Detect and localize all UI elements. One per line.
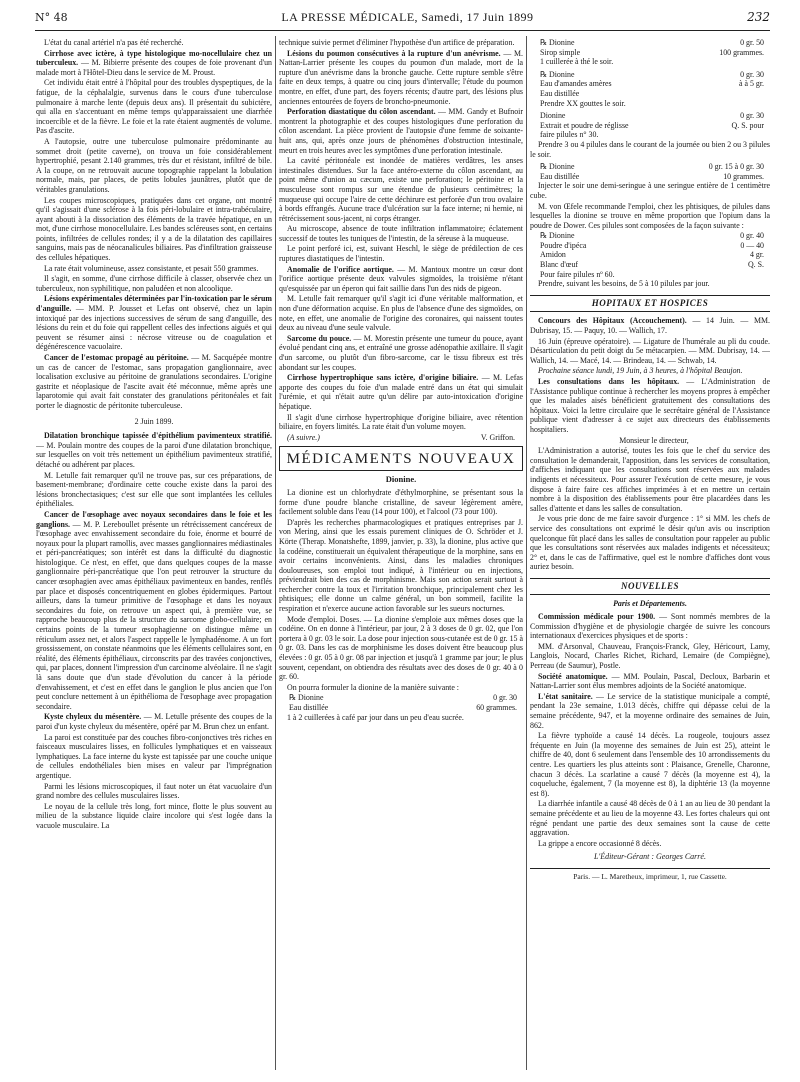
paragraph: Sarcome du pouce. — M. Morestin présente une tumeur du pouce, ayant évolué pendant cinq ans, et entraîné une grosse adénopathie axillaire. Il s'agit d'un sarcome, ou plutôt d'un fibro-sarcome, car le tissu fibreux est très abondant sur les coupes. bbox=[279, 333, 523, 372]
section-title-box: MÉDICAMENTS NOUVEAUX bbox=[279, 446, 523, 471]
item-title: Les consultations dans les hôpitaux. bbox=[538, 377, 680, 386]
paragraph: L'Administration a autorisé, toutes les fois que le chef du service des consultation le demanderait, l'apposition, dans les services de consultation, d'affiches indiquant que les consultations sont réservées aux malades indigents et nécessiteux. Pour assurer l'exécution de cette mesure, je vous dispose à faire faire ces affiches imprimées à et en mettre un certain nombre à la disposition des établissements pour être placardées dans les salles d'attente et dans les salles de consultation. bbox=[530, 446, 770, 513]
paragraph: Perforation diastatique du côlon ascendant. — MM. Gandy et Bufnoir montrent la photographie et des coupes histologiques d'une perforation du côlon ascendant. La pièce provient de l'autopsie d'une femme de soixante-huit ans, qui, après onze jours de phénomènes d'obstruction intestinale, meurt en trois heures avec les symptômes d'une perforation intestinale. bbox=[279, 107, 523, 155]
paragraph: Les coupes microscopiques, pratiquées dans cet organe, ont montré qu'il s'agissait d'une sclérose à la fois péri-lobulaire et intra-trabéculaire, ayant abouti à la dissociation des éléments de la travée hépatique, en un mot, d'une cirrhose monocellulaire. Les bandes scléreuses sont, en certains points, infiltrées de cellules rondes; il y a de la dilatation des capillaires sanguins, mais pas de néocanalicules biliaires. Pas d'infiltration graisseuse des cellules hépatiques. bbox=[36, 195, 272, 263]
editor-line: L'Éditeur-Gérant : Georges Carré. bbox=[594, 852, 706, 862]
item-title: Cirrhose hypertrophique sans ictère, d'origine biliaire. bbox=[287, 373, 479, 383]
formula: ℞ Dionine 0 gr. 15 à 0 gr. 30 Eau distillée 10 grammes. bbox=[540, 162, 764, 181]
issue-number: N° 48 bbox=[35, 10, 68, 24]
session-date: 2 Juin 1899. bbox=[134, 416, 174, 426]
item-title: Concours des Hôpitaux (Accouchement). bbox=[538, 316, 687, 326]
item-title: Commission médicale pour 1900. bbox=[538, 612, 656, 622]
formula: ℞ Dionine 0 gr. 40 Poudre d'ipéca 0 — 40 Amidon 4 gr. Blanc d'œuf Q. S. Pour faire pilules nº 60. bbox=[540, 231, 764, 279]
masthead-title: LA PRESSE MÉDICALE, Samedi, 17 Juin 1899 bbox=[281, 9, 534, 24]
paragraph: Il s'agit, en somme, d'une cirrhose difficile à classer, observée chez un tuberculeux, non syphilitique, non paludéen et non alcoolique. bbox=[36, 274, 272, 293]
item-title: Dilatation bronchique tapissée d'épithélium pavimenteux stratifié. bbox=[44, 431, 272, 441]
formula: ℞ Dionine 0 gr. 50 Sirop simple 100 grammes. 1 cuillerée à thé le soir. bbox=[540, 38, 764, 67]
paragraph: Prendre 3 ou 4 pilules dans le courant de la journée ou bien 2 ou 3 pilules le soir. bbox=[530, 139, 770, 159]
paragraph: Cancer de l'œsophage avec noyaux secondaires dans le foie et les ganglions. — M. P. Lereboullet présente un rétrécissement cancéreux de l'œsophage avec envahissement secondaire du foie, énorme et bourré de noyaux pour la plupart ramollis, avec masses ganglionnaires médiastinales et péri-pancréatiques; son intérêt est dans la difficulté du diagnostic histologique. Ce n'est, en effet, que dans quelques coupes de la masse ganglionnaire péri-pancréatique que l'on peut retrouver la structure du cancer œsophagien avec amas épithéliaux pavimenteux en bandes, renflés par place et disposés concentriquement en globes épidermiques. Partout ailleurs, dans la tumeur primitive de l'œsophage et dans les noyaux secondaires du foie, on retrouve un aspect qui, à première vue, se rapproche beaucoup plus de la structure du sarcome globo-cellulaire; en certains points de la tumeur œsophagienne on distingue même un réticulum assez net, et alors l'aspect rappelle le lymphadénome. A un fort grossissement, on constate néanmoins que les éléments cellulaires sont, en réalité, des éléments épithéliaux, circonscrits par des travées conjonctives, qui, par places, donnent l'impression d'un carcinome alvéolaire. Il ne s'agit là sans doute que d'un stade d'évolution du cancer à la période d'envahissement, et c'est en effet dans le ganglion le plus ancien que l'on peut conclure nettement à un épithélioma de l'œsophage avec propagation secondaire. bbox=[36, 509, 272, 711]
paragraph: 1 à 2 cuillerées à café par jour dans un peu d'eau sucrée. bbox=[287, 712, 464, 722]
paragraph: Monsieur le directeur, bbox=[619, 435, 689, 445]
paragraph: Injecter le soir une demi-seringue à une seringue entière de 1 centimètre cube. bbox=[530, 181, 770, 200]
paragraph: L'état du canal artériel n'a pas été recherché. bbox=[44, 38, 184, 47]
paragraph: Cancer de l'estomac propagé au péritoine. — M. Sacquépée montre un cas de cancer de l'estomac, sans propagation ganglionnaire, avec localisation exclusive au péritoine de granulations secondaires. L'origine gastrite et néoplasique de l'ascite avait été méconnue, même après une laparotomie qui avait fait constater des granulations péritonéales et fait porter le diagnostic de péritonite tuberculeuse. bbox=[36, 353, 272, 410]
item-title: Kyste chyleux du mésentère. bbox=[44, 712, 142, 722]
paragraph: La paroi est constituée par des couches fibro-conjonctives très riches en faisceaux musculaires lisses, en follicules lymphatiques et en vaisseaux lymphatiques. La face interne du kyste est tapissée par une couche unique de cellules endothéliales bien mises en valeur par l'imprégnation argentique. bbox=[36, 732, 272, 780]
subsection-title: Paris et Départements. bbox=[613, 599, 687, 609]
paragraph: Les consultations dans les hôpitaux. — L'Administration de l'Assistance publique continue à rechercher les moyens propres à empêcher que les malades aisés bénéficient gratuitement des consultations des hôpitaux. Voici la lettre circulaire que le secrétaire général de l'Assistance publique vient d'adresser à ce sujet aux directeurs des établissements hospitaliers. bbox=[530, 377, 770, 434]
paragraph: Cet individu était entré à l'hôpital pour des troubles dyspeptiques, de la fatigue, de la céphalalgie, survenus dans le cours d'une tuberculose pulmonaire à marche lente (depuis deux ans). Il présentait du subictère, qui alla en s'accentuant en même temps qu'apparaissaient une diarrhée incoercible et de la fièvre. Le foie et la rate étaient augmentés de volume. Pas d'ascite. bbox=[36, 78, 272, 136]
paragraph: Au microscope, absence de toute infiltration inflammatoire; éclatement successif de toutes les tuniques de l'intestin, de la séreuse à la muqueuse. bbox=[279, 224, 523, 243]
item-title: Cancer de l'estomac propagé au péritoine. bbox=[44, 353, 189, 362]
header-rule bbox=[35, 30, 770, 31]
paragraph: Le point perforé ici, est, suivant Heschl, le siège de prédilection de ces ruptures diastatiques de l'intestin. bbox=[279, 244, 523, 264]
page-header bbox=[35, 6, 770, 28]
item-title: Sarcome du pouce. bbox=[287, 333, 352, 343]
item-title: Perforation diastatique du côlon ascendant. bbox=[287, 107, 436, 117]
item-title: Lésions du poumon consécutives à la rupture d'un anévrisme. bbox=[287, 48, 501, 58]
paragraph: Prochaine séance lundi, 19 Juin, à 3 heures, à l'hôpital Beaujon. bbox=[538, 366, 743, 376]
item-title: L'état sanitaire. bbox=[538, 691, 593, 701]
page-number: 232 bbox=[747, 10, 770, 24]
paragraph: Lésions expérimentales déterminées par l'in-toxication par le sérum d'anguille. — MM. P. Jousset et Lefas ont observé, chez un lapin intoxiqué par des injections successives de sérum de sang d'anguille, des lésions du rein et du foie qui rappellent celles des infections aiguës et qui peuvent se résumer ainsi : nécrose vitreuse ou de coagulation et dégénérescence vacuolaire. bbox=[36, 294, 272, 352]
paragraph: MM. d'Arsonval, Chauveau, François-Franck, Gley, Héricourt, Lamy, Langlois, Nocard, Charles Richet, Richard, Lemaire (de Compiègne), Perreau (de Saumur), Postle. bbox=[530, 641, 770, 671]
paragraph: D'après les recherches pharmacologiques et pratiques entreprises par J. von Mering, ainsi que les essais purement cliniques de O. Schröder et J. Körte (Therap. Monatshefte, 1899, janvier, p. 33), la dionine, plus active que la codéine, constituerait un équivalent thérapeutique de la morphine, sans en avoir certains inconvénients. Ainsi, dans les maladies chroniques douloureuses, son emploi tout indiqué, à l'intérieur ou en injections, préviendrait bien des cas de morphinisme. Mais son action serait surtout à rechercher contre la toux et l'irritation bronchique, principalement chez les phtisiques; elle donne un calme général, un bon sommeil, facilite la respiration et n'exerce aucune action favorable sur les sueurs nocturnes. bbox=[279, 517, 523, 614]
paragraph: La cavité péritonéale est inondée de matières verdâtres, les anses intestinales distendues. Sur la face antéro-externe du côlon ascendant, au point même d'union au cæcum, existe une perforation; le péritoine et la musculeuse sont rompus sur une étendue de plusieurs centimètres; la muqueuse qui occupe l'aire de cette déchirure est perforée d'un trou ovalaire à bords effrangés. Aucune trace d'ulcération sur la face interne; ni hernie, ni rétrécissement sous-jacent, ni corps étranger. bbox=[279, 156, 523, 223]
paragraph: Parmi les lésions microscopiques, il faut noter un état vacuolaire d'un grand nombre des cellules musculaires lisses. bbox=[36, 781, 272, 801]
item-title: Société anatomique. bbox=[538, 671, 608, 681]
formula: ℞ Dionine 0 gr. 30 Eau distillée 60 grammes. bbox=[289, 693, 517, 712]
to-be-continued: (A suivre.) bbox=[287, 432, 320, 442]
item-title: Cancer de l'œsophage avec noyaux secondaires dans le foie et les ganglions. bbox=[36, 509, 272, 529]
formula: Dionine 0 gr. 30 Extrait et poudre de réglisse Q. S. pour faire pilules n° 30. bbox=[540, 111, 764, 140]
paragraph: Le noyau de la cellule très long, fort mince, flotte le plus souvent au milieu de la substance liquide claire incolore qui s'est logée dans la vacuole musculaire. La bbox=[36, 801, 272, 830]
item-title: Anomalie de l'orifice aortique. bbox=[287, 264, 394, 274]
paragraph: La diarrhée infantile a causé 48 décès de 0 à 1 an au lieu de 30 pendant la semaine précédente et au lieu de la moyenne 43. Les fortes chaleurs qui ont régné pendant une partie des deux semaines sont la cause de cette aggravation. bbox=[530, 799, 770, 838]
paragraph: Concours des Hôpitaux (Accouchement). — 14 Juin. — MM. Dubrisay, 15. — Paquy, 10. — Wallich, 17. bbox=[530, 316, 770, 336]
section-heading: HOPITAUX ET HOSPICES bbox=[530, 295, 770, 313]
printer-line: Paris. — L. Maretheux, imprimeur, 1, rue Cassette. bbox=[530, 868, 770, 882]
paragraph: Dilatation bronchique tapissée d'épithélium pavimenteux stratifié. — M. Poulain montre des coupes de la paroi d'une dilatation bronchique, sur lesquelles on voit très nettement un épithélium pavimenteux stratifié, détaché ou adhérent par places. bbox=[36, 431, 272, 469]
paragraph: Il s'agit d'une cirrhose hypertrophique d'origine biliaire, avec rétention biliaire, en foyers limités. La rate était d'un volume moyen. bbox=[279, 412, 523, 432]
item-title: Lésions expérimentales déterminées par l'in-toxication par le sérum d'anguille. bbox=[36, 294, 272, 314]
column-2 bbox=[279, 38, 523, 1068]
paragraph: Kyste chyleux du mésentère. — M. Letulle présente des coupes de la paroi d'un kyste chyleux du mésentère, opéré par M. Brun chez un enfant. bbox=[36, 712, 272, 731]
paragraph: M. von Œfele recommande l'emploi, chez les phtisiques, de pilules dans lesquelles la dionine se trouve en même proportion que l'opium dans la poudre de Dower. Ces pilules sont composées de la façon suivante : bbox=[530, 201, 770, 230]
signature: V. Griffon. bbox=[480, 432, 515, 442]
column-3 bbox=[530, 38, 770, 1068]
paragraph: Cirrhose hypertrophique sans ictère, d'origine biliaire. — M. Lefas apporte des coupes du foie d'un malade entré dans un état qui simulait l'urémie, et qui n'était autre qu'un délire par auto-intoxication d'origine hépatique. bbox=[279, 373, 523, 411]
paragraph: Cirrhose avec ictère, à type histologique mo-nocellulaire chez un tuberculeux. — M. Bibierre présente des coupes de foie provenant d'un malade mort à l'Hôtel-Dieu dans le service de M. Proust. bbox=[36, 48, 272, 77]
column-divider bbox=[275, 36, 276, 1070]
paragraph: L'état sanitaire. — Le service de la statistique municipale a compté, pendant la 23e semaine, 1.013 décès, chiffre qui dépasse celui de la semaine précédente, 947, et la moyenne ordinaire des semaines de Juin, 862. bbox=[530, 691, 770, 730]
paragraph: Mode d'emploi. Doses. — La dionine s'emploie aux mêmes doses que la codéine. On en donne à l'intérieur, par jour, 2 à 3 doses de 0 gr. 02, que l'on portera à 0 gr. 03 le soir. La dose pour injection sous-cutanée est de 0 gr. 15 à 0 gr. 03. Dans les cas de morphinisme les doses doivent être beaucoup plus élevées : 0 gr. 05 à 0 gr. 08 par injection et jusqu'à 1 gramme par jour; le plus souvent, cependant, on obtiendra des résultats avec des doses de 0 gr. 40 à 0 gr. 60. bbox=[279, 614, 523, 682]
paragraph: A l'autopsie, outre une tuberculose pulmonaire prédominante au sommet droit (petite caverne), on trouva un foie considérablement hypertrophié, pesant 2.140 grammes, très dur et résistant, infiltré de bile. A la coupe, on ne retrouvait aucune topographie rappelant la lobulation normale, mais, par places, de petits lobules jaunâtres, plutôt que de véritables granulations. bbox=[36, 136, 272, 194]
paragraph: La grippe a encore occasionné 8 décès. bbox=[538, 838, 662, 848]
paragraph: M. Letulle fait remarquer qu'il ne trouve pas, sur ces préparations, de basement-membrane; d'ordinaire cette couche existe dans la paroi des lésions bronchectasiques; c'est sur elle que sont implantées les cellules épithéliales. bbox=[36, 470, 272, 509]
signature-line bbox=[279, 433, 523, 443]
paragraph: Commission médicale pour 1900. — Sont nommés membres de la Commission d'hygiène et de physiologie chargée de suivre les concours internationaux d'exercices physiques et de sports : bbox=[530, 612, 770, 641]
paragraph: 16 Juin (épreuve opératoire). — Ligature de l'humérale au pli du coude. Désarticulation du petit doigt du 5e métacarpien. — MM. Dubrisay, 14. — Wallich, 14. — Macé, 14. — Brindeau, 14. — Schwab, 14. bbox=[530, 336, 770, 365]
paragraph: La fièvre typhoïde a causé 14 décès. La rougeole, toujours assez fréquente en Juin (la moyenne des semaines de Juin est 25), atteint le chiffre de 40, dont 6 seulement dans l'ensemble des 10 arrondissements du centre. Les quartiers les plus atteints sont : Plaisance, Grenelle, Charonne, chacun 3 décès. La scarlatine a causé 7 décès (la moyenne est 4), la coqueluche, également, 7 (la moyenne est 8), la diphtérie 13 (la moyenne est 8). bbox=[530, 731, 770, 798]
paragraph: technique suivie permet d'éliminer l'hypothèse d'un artifice de préparation. bbox=[279, 38, 515, 47]
paragraph: On pourra formuler la dionine de la manière suivante : bbox=[287, 682, 459, 692]
paragraph: La rate était volumineuse, assez consistante, et pesait 550 grammes. bbox=[44, 263, 259, 273]
paragraph: M. Letulle fait remarquer qu'il s'agit ici d'une véritable malformation, et non d'une déformation acquise. En plus de l'absence d'une des sigmoïdes, on note, en effet, une anomalie de l'origine des coronaires, qui naissent toutes deux au niveau d'une seule valvule. bbox=[279, 294, 523, 333]
paragraph: Je vous prie donc de me faire savoir d'urgence : 1° si MM. les chefs de service des consultations ont exprimé le désir qu'un avis ou inscription quelconque fût placé dans les salles de consultation pour rappeler au public que les consultations sont réservées aux malades indigents et nécessiteux; 2° et, dans le cas de l'affirmative, quel est le nombre d'affiches dont vous auriez besoin. bbox=[530, 514, 770, 572]
paragraph: Prendre, suivant les besoins, de 5 à 10 pilules par jour. bbox=[538, 279, 710, 289]
item-title: Cirrhose avec ictère, à type histologique mo-nocellulaire chez un tuberculeux. bbox=[36, 48, 272, 68]
subsection-title: Dionine. bbox=[385, 474, 417, 485]
formula: ℞ Dionine 0 gr. 30 Eau d'amandes amères à à 5 gr. Eau distillée Prendre XX gouttes le soir. bbox=[540, 69, 764, 108]
column-divider bbox=[526, 36, 527, 1070]
paragraph: Société anatomique. — MM. Poulain, Pascal, Decloux, Barbarin et Nattan-Larrier sont élus membres adjoints de la Société anatomique. bbox=[530, 671, 770, 691]
section-heading: NOUVELLES bbox=[530, 578, 770, 596]
paragraph: Lésions du poumon consécutives à la rupture d'un anévrisme. — M. Nattan-Larrier présente les coupes du poumon d'un malade, mort de la rupture d'un anévrisme dans la bronche gauche. Cette rupture semble s'être faite en deux temps, à quatre ou cinq jours d'intervalle; l'étude du poumon montre, en effet, d'une part, des foyers récents; d'autre part, des lésions plus anciennes entourées de foyers de broncho-pneumonie. bbox=[279, 48, 523, 106]
paragraph: Anomalie de l'orifice aortique. — M. Mantoux montre un cœur dont l'orifice aortique présente deux valvules sigmoïdes, la troisième n'étant qu'esquissée par un éperon qui fait saillie dans l'un des nids de pigeon. bbox=[279, 264, 523, 293]
paragraph: La dionine est un chlorhydrate d'éthylmorphine, se présentant sous la forme d'une poudre blanche cristalline, de saveur légèrement amère, facilement soluble dans l'eau (14 pour 100), et l'alcool (73 pour 100). bbox=[279, 487, 523, 517]
column-1 bbox=[36, 38, 272, 1068]
